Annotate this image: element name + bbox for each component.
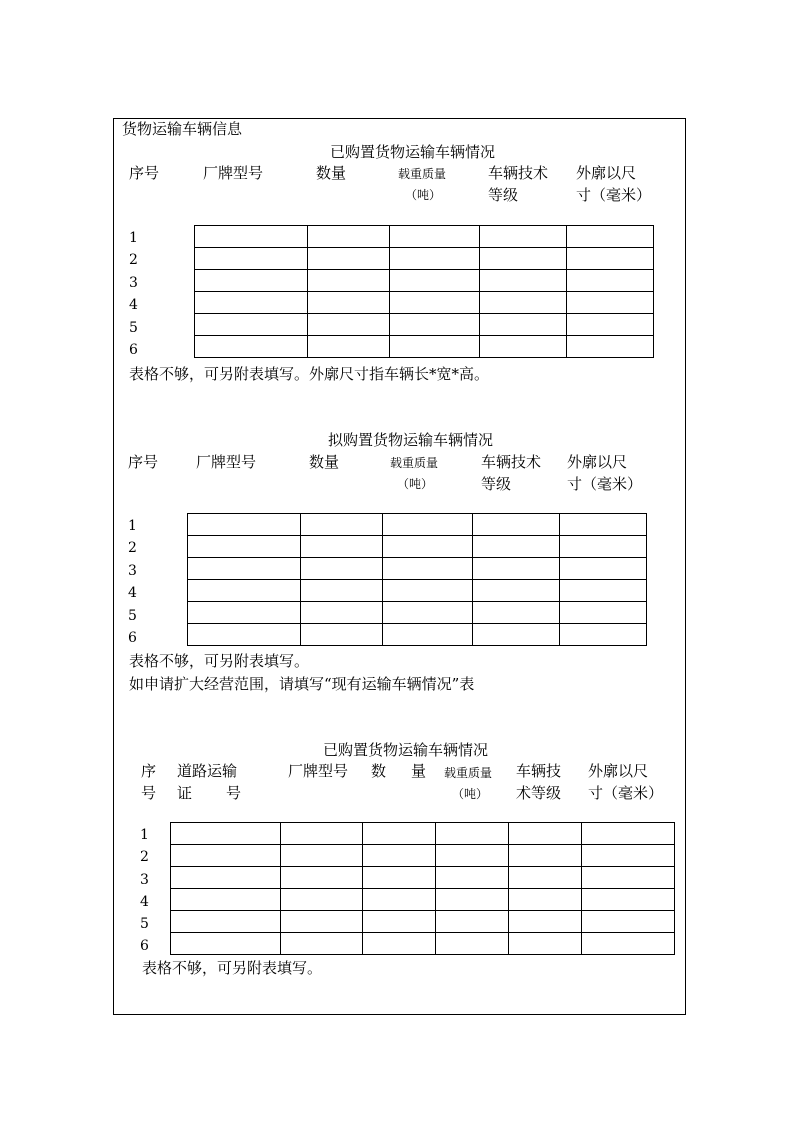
- s2-cell-brand-model[interactable]: [188, 624, 301, 646]
- s1-cell-brand-model[interactable]: [195, 336, 308, 358]
- s2-cell-load[interactable]: [383, 514, 473, 536]
- s1-header-load-line2: （吨）: [405, 188, 442, 202]
- table-row: [188, 536, 647, 558]
- s1-cell-brand-model[interactable]: [195, 248, 308, 270]
- s3-row-number: 5: [140, 916, 149, 932]
- s1-cell-quantity[interactable]: [308, 270, 390, 292]
- s2-cell-quantity[interactable]: [301, 536, 383, 558]
- s3-row-number: 3: [140, 872, 149, 888]
- s2-cell-dims[interactable]: [560, 514, 647, 536]
- s3-row-number: 2: [140, 849, 149, 865]
- s1-cell-quantity[interactable]: [308, 314, 390, 336]
- s1-cell-dims[interactable]: [567, 336, 654, 358]
- s2-row-number: 2: [128, 540, 137, 556]
- s3-header-permit-line2b: 号: [226, 784, 242, 802]
- s1-cell-grade[interactable]: [480, 248, 567, 270]
- s2-header-quantity: 数量: [309, 453, 340, 471]
- s1-row-number: 4: [129, 297, 138, 313]
- s3-header-seq-line1: 序: [141, 762, 157, 780]
- s3-cell-quantity[interactable]: [363, 823, 436, 845]
- s2-cell-quantity[interactable]: [301, 558, 383, 580]
- s3-cell-permit[interactable]: [171, 823, 281, 845]
- table-row: [188, 624, 647, 646]
- s3-row-number: 6: [140, 938, 149, 954]
- s1-cell-grade[interactable]: [480, 292, 567, 314]
- table-more-note: 表格不够，可另附表填写。: [129, 365, 310, 383]
- s1-cell-quantity[interactable]: [308, 292, 390, 314]
- table-row: [195, 248, 654, 270]
- s3-cell-permit[interactable]: [171, 867, 281, 889]
- table-row: [195, 292, 654, 314]
- s2-cell-brand-model[interactable]: [188, 536, 301, 558]
- s1-header-quantity: 数量: [316, 164, 347, 182]
- s3-cell-brand-model[interactable]: [281, 933, 363, 955]
- s2-cell-grade[interactable]: [473, 602, 560, 624]
- s1-header-grade-line1: 车辆技术: [488, 164, 549, 182]
- s1-cell-grade[interactable]: [480, 226, 567, 248]
- table-row: [195, 270, 654, 292]
- s3-cell-load[interactable]: [436, 867, 509, 889]
- s2-cell-grade[interactable]: [473, 558, 560, 580]
- s1-cell-grade[interactable]: [480, 270, 567, 292]
- s1-header-brand-model: 厂牌型号: [203, 164, 264, 182]
- s3-cell-brand-model[interactable]: [281, 845, 363, 867]
- s2-header-load-line2: （吨）: [397, 477, 434, 491]
- s2-cell-quantity[interactable]: [301, 624, 383, 646]
- s3-cell-grade[interactable]: [509, 933, 582, 955]
- table-row: [188, 602, 647, 624]
- s2-row-number: 6: [128, 630, 137, 646]
- s2-vehicle-table: [187, 513, 647, 646]
- s3-cell-quantity[interactable]: [363, 867, 436, 889]
- s1-cell-brand-model[interactable]: [195, 314, 308, 336]
- table-row: [171, 845, 675, 867]
- s3-header-seq-line2: 号: [141, 784, 157, 802]
- s1-row-number: 5: [129, 320, 138, 336]
- s1-cell-quantity[interactable]: [308, 336, 390, 358]
- s2-cell-grade[interactable]: [473, 580, 560, 602]
- s2-row-number: 5: [128, 608, 137, 624]
- table-row: [195, 336, 654, 358]
- s1-vehicle-table: [194, 225, 654, 358]
- table-row: [188, 514, 647, 536]
- s2-cell-load[interactable]: [383, 580, 473, 602]
- s3-vehicle-table: [170, 822, 675, 955]
- s2-table-more-note: 表格不够，可另附表填写。: [129, 652, 310, 670]
- s3-header-brand-model: 厂牌型号: [288, 762, 349, 780]
- s1-cell-load[interactable]: [390, 270, 480, 292]
- s2-row-number: 1: [128, 518, 137, 534]
- table-row: [171, 867, 675, 889]
- s2-row-number: 4: [128, 585, 137, 601]
- s3-cell-dims[interactable]: [582, 823, 675, 845]
- s3-cell-load[interactable]: [436, 889, 509, 911]
- s3-cell-brand-model[interactable]: [281, 823, 363, 845]
- s1-cell-load[interactable]: [390, 292, 480, 314]
- s2-header-brand-model: 厂牌型号: [196, 453, 257, 471]
- s3-cell-load[interactable]: [436, 845, 509, 867]
- s1-cell-quantity[interactable]: [308, 226, 390, 248]
- s3-header-dims-line2: 寸（毫米）: [588, 784, 664, 802]
- s3-header-grade-line2: 术等级: [516, 784, 562, 802]
- s3-cell-quantity[interactable]: [363, 933, 436, 955]
- s1-row-number: 6: [129, 342, 138, 358]
- table-row: [171, 911, 675, 933]
- s2-cell-dims[interactable]: [560, 536, 647, 558]
- s3-header-dims-line1: 外廓以尺: [588, 762, 649, 780]
- s3-header-permit-line2a: 证: [177, 784, 193, 802]
- s3-cell-quantity[interactable]: [363, 845, 436, 867]
- s1-header-dims-line2: 寸（毫米）: [576, 186, 652, 204]
- s2-cell-brand-model[interactable]: [188, 602, 301, 624]
- s1-row-number: 3: [129, 275, 138, 291]
- page-title: 货物运输车辆信息: [122, 120, 243, 138]
- s3-row-number: 1: [140, 827, 149, 843]
- s1-cell-dims[interactable]: [567, 292, 654, 314]
- s2-cell-load[interactable]: [383, 602, 473, 624]
- table-row: [195, 226, 654, 248]
- section2-title: 拟购置货物运输车辆情况: [328, 431, 494, 449]
- s2-header-dims-line2: 寸（毫米）: [567, 475, 643, 493]
- s2-cell-brand-model[interactable]: [188, 514, 301, 536]
- expand-scope-note: 如申请扩大经营范围，请填写“现有运输车辆情况”表: [129, 675, 475, 693]
- table-row: [171, 933, 675, 955]
- s2-header-load-line1: 载重质量: [390, 456, 439, 470]
- s1-header-load-line1: 载重质量: [398, 167, 447, 181]
- s1-header-seq: 序号: [129, 164, 160, 182]
- s3-cell-permit[interactable]: [171, 911, 281, 933]
- section1-title: 已购置货物运输车辆情况: [330, 143, 496, 161]
- s3-cell-grade[interactable]: [509, 845, 582, 867]
- s3-header-grade-line1: 车辆技: [516, 762, 562, 780]
- s3-header-quantity-a: 数: [371, 762, 387, 780]
- s2-cell-dims[interactable]: [560, 602, 647, 624]
- s2-header-seq: 序号: [128, 453, 159, 471]
- s3-cell-permit[interactable]: [171, 845, 281, 867]
- s1-cell-dims[interactable]: [567, 248, 654, 270]
- s3-cell-grade[interactable]: [509, 911, 582, 933]
- s2-cell-grade[interactable]: [473, 624, 560, 646]
- s2-cell-load[interactable]: [383, 624, 473, 646]
- s2-header-dims-line1: 外廓以尺: [567, 453, 628, 471]
- s3-cell-dims[interactable]: [582, 867, 675, 889]
- s1-cell-dims[interactable]: [567, 270, 654, 292]
- s3-cell-load[interactable]: [436, 823, 509, 845]
- s3-cell-permit[interactable]: [171, 933, 281, 955]
- s2-cell-quantity[interactable]: [301, 514, 383, 536]
- s2-cell-grade[interactable]: [473, 536, 560, 558]
- s3-cell-dims[interactable]: [582, 845, 675, 867]
- s1-cell-quantity[interactable]: [308, 248, 390, 270]
- s3-header-load-line2: （吨）: [452, 787, 489, 801]
- s3-cell-brand-model[interactable]: [281, 889, 363, 911]
- s1-cell-load[interactable]: [390, 314, 480, 336]
- s2-header-grade-line2: 等级: [481, 475, 512, 493]
- s3-cell-quantity[interactable]: [363, 889, 436, 911]
- s3-cell-dims[interactable]: [582, 889, 675, 911]
- s3-cell-brand-model[interactable]: [281, 867, 363, 889]
- s2-cell-brand-model[interactable]: [188, 558, 301, 580]
- s2-cell-dims[interactable]: [560, 580, 647, 602]
- s2-cell-load[interactable]: [383, 558, 473, 580]
- s1-header-grade-line2: 等级: [488, 186, 519, 204]
- s1-cell-load[interactable]: [390, 226, 480, 248]
- s1-cell-brand-model[interactable]: [195, 292, 308, 314]
- s3-cell-permit[interactable]: [171, 889, 281, 911]
- table-row: [195, 314, 654, 336]
- s3-row-number: 4: [140, 894, 149, 910]
- s1-row-number: 2: [129, 252, 138, 268]
- table-row: [188, 558, 647, 580]
- s2-cell-dims[interactable]: [560, 558, 647, 580]
- s3-cell-dims[interactable]: [582, 933, 675, 955]
- outline-dims-note: 外廓尺寸指车辆长*宽*高。: [309, 365, 490, 383]
- table-row: [171, 889, 675, 911]
- s1-header-dims-line1: 外廓以尺: [576, 164, 637, 182]
- s2-header-grade-line1: 车辆技术: [481, 453, 542, 471]
- s2-cell-load[interactable]: [383, 536, 473, 558]
- section3-title: 已购置货物运输车辆情况: [323, 741, 489, 759]
- s2-row-number: 3: [128, 563, 137, 579]
- s1-row-number: 1: [129, 230, 138, 246]
- s3-cell-quantity[interactable]: [363, 911, 436, 933]
- s1-cell-grade[interactable]: [480, 336, 567, 358]
- s3-table-more-note: 表格不够，可另附表填写。: [142, 959, 323, 977]
- s3-cell-load[interactable]: [436, 911, 509, 933]
- s1-cell-grade[interactable]: [480, 314, 567, 336]
- s2-cell-dims[interactable]: [560, 624, 647, 646]
- s2-cell-quantity[interactable]: [301, 580, 383, 602]
- s3-cell-grade[interactable]: [509, 823, 582, 845]
- s1-cell-load[interactable]: [390, 336, 480, 358]
- s3-header-quantity-b: 量: [411, 762, 427, 780]
- s1-cell-dims[interactable]: [567, 226, 654, 248]
- s1-cell-load[interactable]: [390, 248, 480, 270]
- s1-note: [129, 365, 489, 383]
- s1-cell-brand-model[interactable]: [195, 270, 308, 292]
- s3-header-permit-line1: 道路运输: [177, 762, 238, 780]
- s3-cell-grade[interactable]: [509, 889, 582, 911]
- s1-cell-brand-model[interactable]: [195, 226, 308, 248]
- s3-cell-dims[interactable]: [582, 911, 675, 933]
- s3-header-load-line1: 载重质量: [444, 766, 493, 780]
- s2-cell-grade[interactable]: [473, 514, 560, 536]
- s1-cell-dims[interactable]: [567, 314, 654, 336]
- table-row: [188, 580, 647, 602]
- s2-cell-brand-model[interactable]: [188, 580, 301, 602]
- s3-cell-load[interactable]: [436, 933, 509, 955]
- s3-cell-brand-model[interactable]: [281, 911, 363, 933]
- s2-cell-quantity[interactable]: [301, 602, 383, 624]
- s3-cell-grade[interactable]: [509, 867, 582, 889]
- table-row: [171, 823, 675, 845]
